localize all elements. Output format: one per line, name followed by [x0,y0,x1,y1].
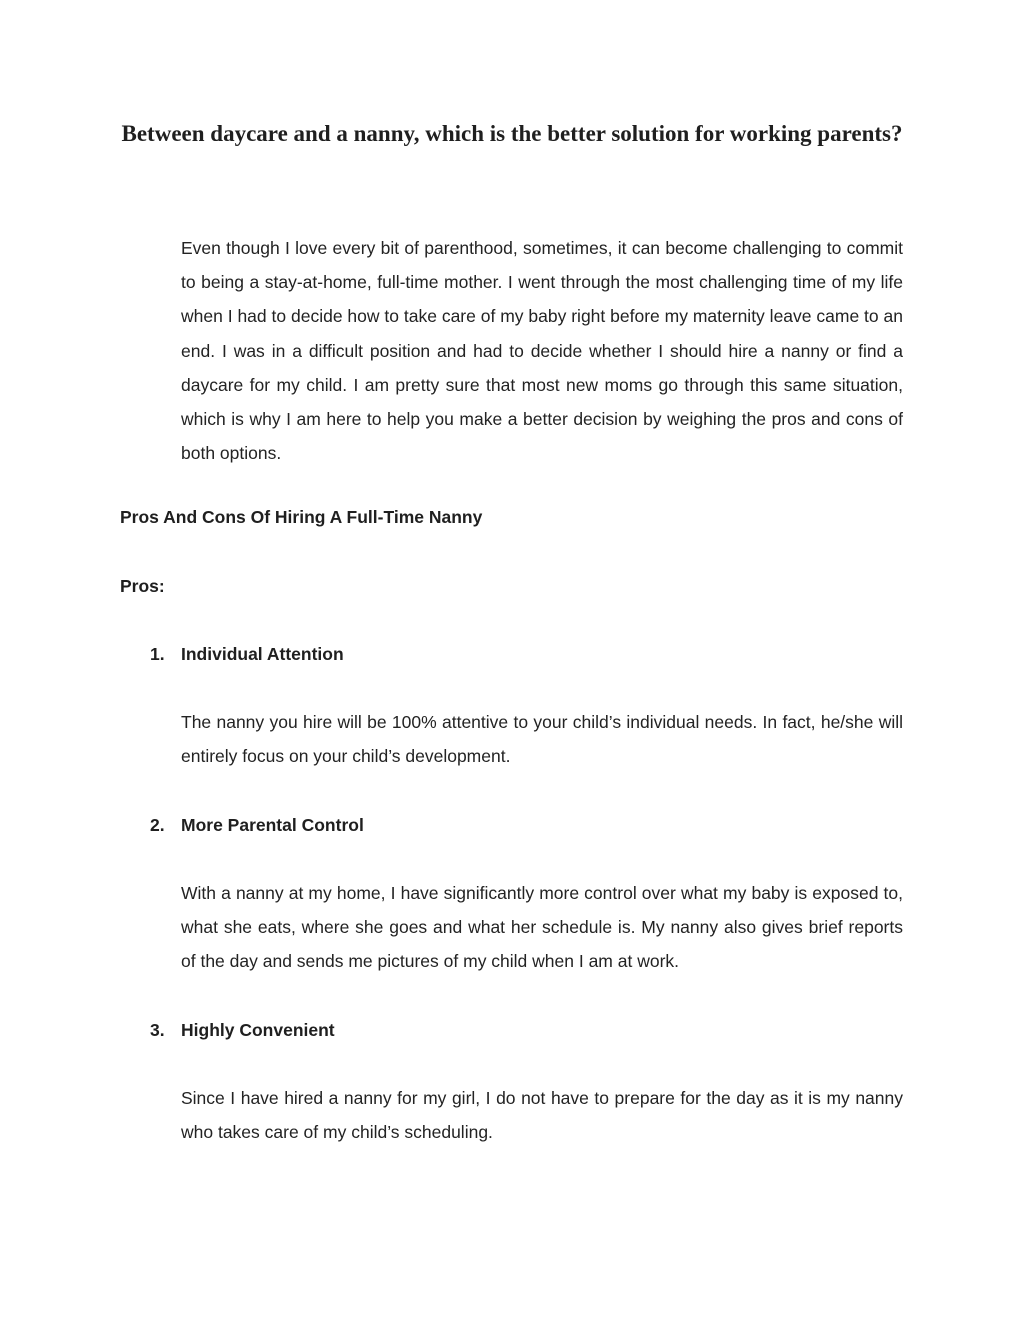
list-number: 3. [150,1020,165,1040]
list-number: 2. [150,815,165,835]
section-heading: Pros And Cons Of Hiring A Full-Time Nanny [120,507,483,527]
pros-subheading: Pros: [120,576,165,596]
intro-paragraph: Even though I love every bit of parenthood, sometimes, it can become challenging to commit to being a stay-at-home, full-time mother. I went through the most challenging time of my life when I had to decide how to take care of my baby right before my maternity leave came to an end. I was in a difficult position and had to decide whether I should hire a nanny or find a daycare for my child. I am pretty sure that most new moms go through this same situation, which is why I am here to help you make a better decision by weighing the pros and cons of both options. [181,238,903,464]
list-item-title: Individual Attention [181,644,344,664]
list-item-body: Since I have hired a nanny for my girl, I do not have to prepare for the day as it is my nanny who takes care of my child’s scheduling. [181,1088,903,1143]
list-item-highly-convenient [150,1018,335,1042]
list-item-title: Highly Convenient [181,1020,335,1040]
list-number: 1. [150,644,165,664]
list-item-title: More Parental Control [181,815,364,835]
list-item-body: With a nanny at my home, I have significantly more control over what my baby is exposed to, what she eats, where she goes and what her schedule is. My nanny also gives brief reports of the day and sends me pictures of my child when I am at work. [181,883,903,972]
document-title: Between daycare and a nanny, which is the better solution for working parents? [121,121,903,146]
list-item-individual-attention [150,642,344,666]
list-item-body: The nanny you hire will be 100% attentive to your child’s individual needs. In fact, he/she will entirely focus on your child’s development. [181,712,903,767]
list-item-more-parental-control [150,813,364,837]
